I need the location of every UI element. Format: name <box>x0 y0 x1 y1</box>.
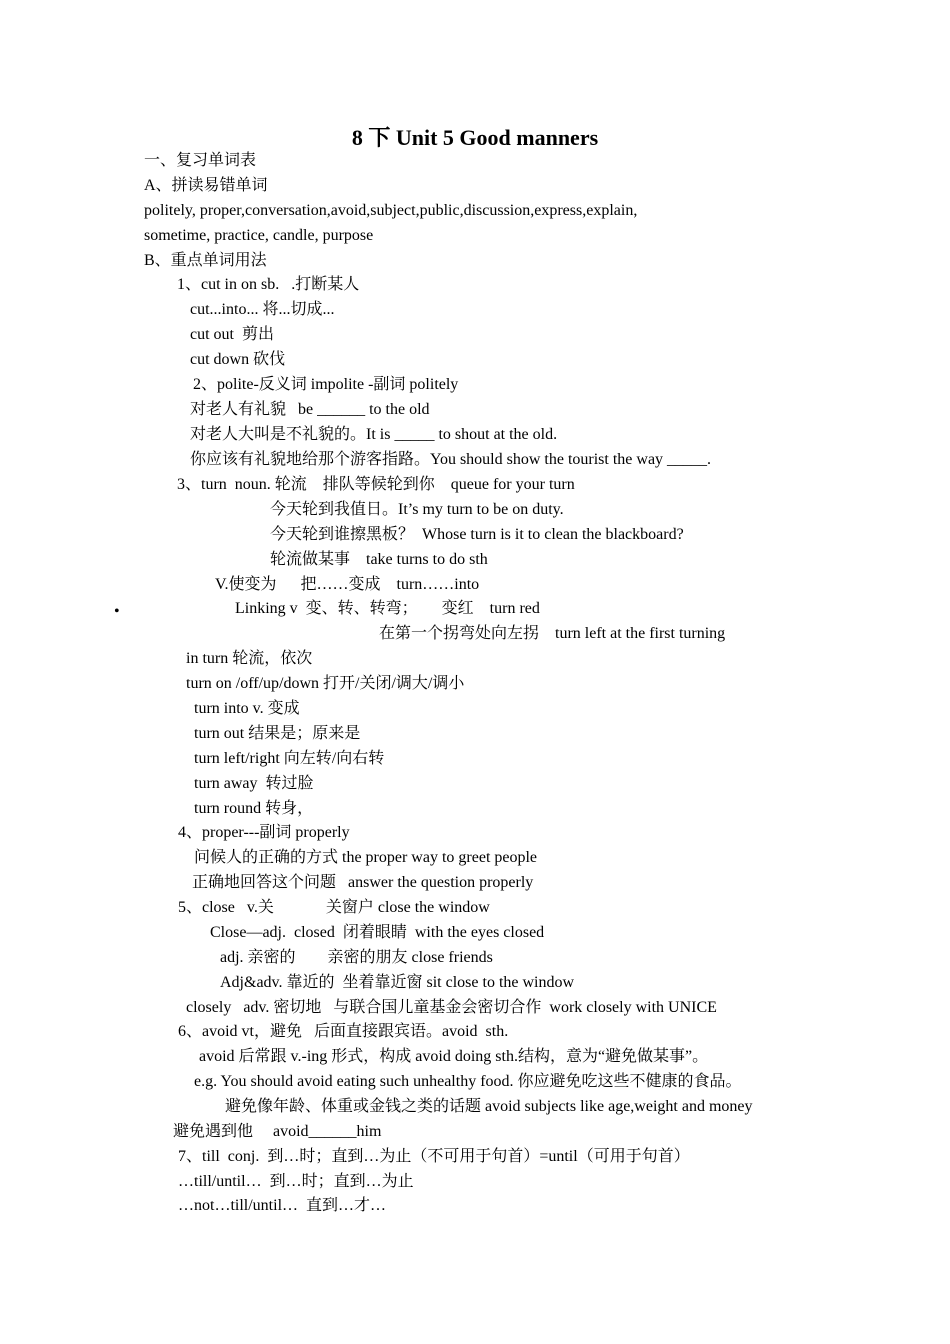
text-line: closely adv. 密切地 与联合国儿童基金会密切合作 work closely with UNICE <box>186 999 717 1016</box>
text-line: e.g. You should avoid eating such unhealthy food. 你应避免吃这些不健康的食品。 <box>194 1073 742 1090</box>
text-line: 避免遇到他 avoid______him <box>173 1123 382 1140</box>
text-line: …not…till/until… 直到…才… <box>178 1197 387 1214</box>
text-line: V.使变为 把……变成 turn……into <box>215 576 480 593</box>
text-line: 轮流做某事 take turns to do sth <box>270 551 488 568</box>
bullet-marker: • <box>114 603 120 620</box>
text-line: Linking v 变、转、转弯； 变红 turn red <box>235 600 540 617</box>
text-line: avoid 后常跟 v.-ing 形式，构成 avoid doing sth.结构，意为“避免做某事”。 <box>199 1048 709 1065</box>
text-line: 今天轮到我值日。It’s my turn to be on duty. <box>270 501 564 518</box>
text-line: turn round 转身， <box>194 800 314 817</box>
item-heading: 4、proper---副词 properly <box>178 824 350 841</box>
text-line: Adj&adv. 靠近的 坐着靠近窗 sit close to the window <box>220 974 575 991</box>
text-line: 对老人大叫是不礼貌的。It is _____ to shout at the old. <box>190 426 558 443</box>
text-line: 今天轮到谁擦黑板？ Whose turn is it to clean the blackboard? <box>270 526 684 543</box>
text-line: adj. 亲密的 亲密的朋友 close friends <box>220 949 493 966</box>
item-heading: 2、polite-反义词 impolite -副词 politely <box>193 376 459 393</box>
subsection-heading: A、拼读易错单词 <box>144 177 268 194</box>
item-heading: 3、turn noun. 轮流 排队等候轮到你 queue for your turn <box>177 476 575 493</box>
item-heading: 7、till conj. 到…时；直到…为止（不可用于句首）=until（可用于句首） <box>178 1148 690 1165</box>
text-line: 对老人有礼貌 be ______ to the old <box>190 401 430 418</box>
text-line: turn away 转过脸 <box>194 775 314 792</box>
item-heading: 6、avoid vt，避免 后面直接跟宾语。avoid sth. <box>178 1023 509 1040</box>
word-list-line: sometime, practice, candle, purpose <box>144 227 374 244</box>
text-line: Close—adj. closed 闭着眼睛 with the eyes closed <box>210 924 545 941</box>
word-list-line: politely, proper,conversation,avoid,subject,public,discussion,express,explain, <box>144 202 638 219</box>
text-line: turn on /off/up/down 打开/关闭/调大/调小 <box>186 675 465 692</box>
section-heading: 一、复习单词表 <box>144 152 257 169</box>
item-heading: 5、close v.关 关窗户 close the window <box>178 899 490 916</box>
text-line: turn into v. 变成 <box>194 700 300 717</box>
text-line: 正确地回答这个问题 answer the question properly <box>192 874 534 891</box>
text-line: cut down 砍伐 <box>190 351 286 368</box>
text-line: 避免像年龄、体重或金钱之类的话题 avoid subjects like age,weight and money <box>225 1098 753 1115</box>
text-line: 在第一个拐弯处向左拐 turn left at the first turning <box>379 625 726 642</box>
text-line: turn out 结果是；原来是 <box>194 725 361 742</box>
text-line: 问候人的正确的方式 the proper way to greet people <box>194 849 538 866</box>
text-line: …till/until… 到…时；直到…为止 <box>178 1173 414 1190</box>
text-line: cut...into... 将...切成... <box>190 301 335 318</box>
text-line: in turn 轮流，依次 <box>186 650 313 667</box>
subsection-heading: B、重点单词用法 <box>144 252 267 269</box>
text-line: turn left/right 向左转/向右转 <box>194 750 385 767</box>
text-line: 你应该有礼貌地给那个游客指路。You should show the tourist the way _____. <box>190 451 712 468</box>
page-title: 8 下 Unit 5 Good manners <box>351 125 599 150</box>
text-line: cut out 剪出 <box>190 326 274 343</box>
item-heading: 1、cut in on sb. .打断某人 <box>177 276 360 293</box>
